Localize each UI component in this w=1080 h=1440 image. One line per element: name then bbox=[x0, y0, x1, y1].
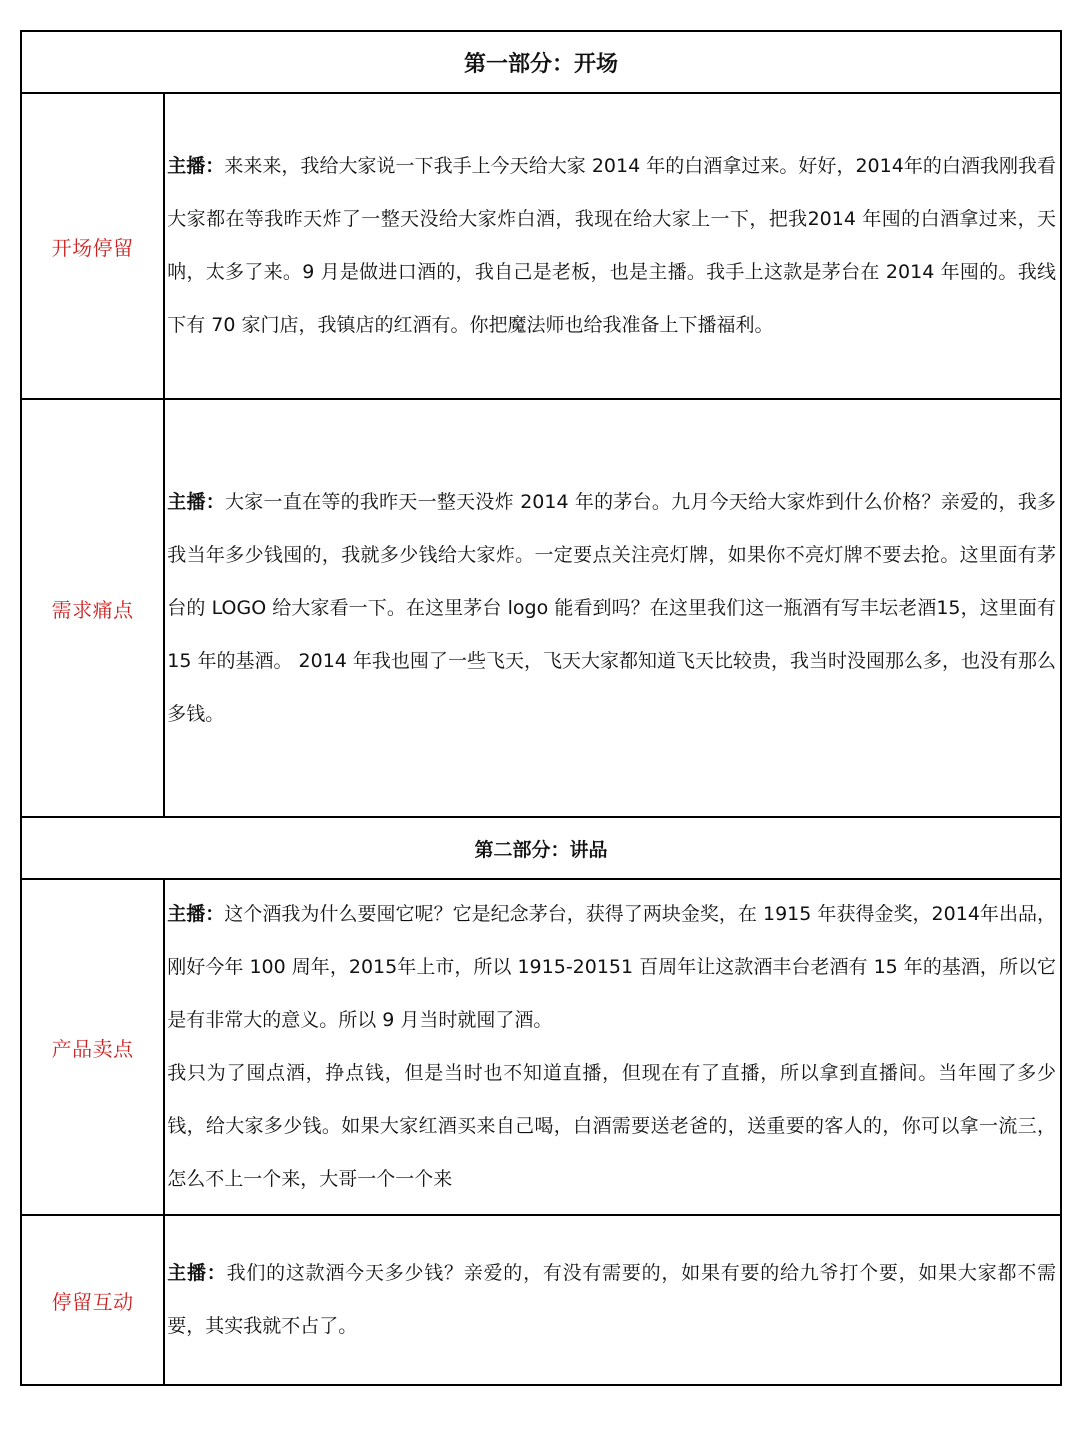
part1-header-row bbox=[21, 31, 1061, 93]
section-text-opening: 来来来，我给大家说一下我手上今天给大家 2014 年的白酒拿过来。好好，2014年的白酒我刚我看大家都在等我昨天炸了一整天没给大家炸白酒，我现在给大家上一下，把我2014 年囤的白酒拿过来，天呐，太多了来。9 月是做进口酒的，我自己是老板，也是主播。我手上这款是茅台在 2014 年囤的。我线下有 70 家门店，我镇店的红酒有。你把魔法师也给我准备上下播福利。 bbox=[167, 155, 1056, 336]
section-text-selling-points: 这个酒我为什么要囤它呢？它是纪念茅台，获得了两块金奖，在 1915 年获得金奖，2014年出品，刚好今年 100 周年，2015年上市，所以 1915-20151 百周年让这款酒丰台老酒有 15 年的基酒，所以它是有非常大的意义。所以 9 月当时就囤了酒。 bbox=[167, 903, 1056, 1031]
host-label: 主播： bbox=[167, 1262, 227, 1284]
host-label: 主播： bbox=[167, 490, 226, 513]
section-body-selling-points bbox=[164, 879, 1061, 1215]
section-label-painpoint: 需求痛点 bbox=[21, 399, 164, 817]
section-label-interaction: 停留互动 bbox=[21, 1215, 164, 1385]
section-body-painpoint bbox=[164, 399, 1061, 817]
section-row-opening bbox=[21, 93, 1061, 399]
section-text-selling-points-2: 我只为了囤点酒，挣点钱，但是当时也不知道直播，但现在有了直播，所以拿到直播间。当年囤了多少钱，给大家多少钱。如果大家红酒买来自己喝，白酒需要送老爸的，送重要的客人的，你可以拿一流三，怎么不上一个来，大哥一个一个来 bbox=[167, 1062, 1056, 1190]
section-text-interaction: 我们的这款酒今天多少钱？亲爱的，有没有需要的，如果有要的给九爷打个要，如果大家都不需要，其实我就不占了。 bbox=[167, 1262, 1056, 1337]
section-row-painpoint bbox=[21, 399, 1061, 817]
section-label-opening: 开场停留 bbox=[21, 93, 164, 399]
host-label: 主播： bbox=[167, 155, 225, 177]
section-row-selling-points bbox=[21, 879, 1061, 1215]
part1-title: 第一部分：开场 bbox=[21, 31, 1061, 93]
section-label-selling-points: 产品卖点 bbox=[21, 879, 164, 1215]
part2-header-row bbox=[21, 817, 1061, 879]
section-body-interaction bbox=[164, 1215, 1061, 1385]
part2-title: 第二部分：讲品 bbox=[21, 817, 1061, 879]
live-script-table bbox=[20, 30, 1062, 1386]
section-row-interaction bbox=[21, 1215, 1061, 1385]
section-body-opening bbox=[164, 93, 1061, 399]
host-label: 主播： bbox=[167, 903, 225, 925]
section-text-painpoint: 大家一直在等的我昨天一整天没炸 2014 年的茅台。九月今天给大家炸到什么价格？亲爱的，我多我当年多少钱囤的，我就多少钱给大家炸。一定要点关注亮灯牌，如果你不亮灯牌不要去抢。这里面有茅台的 LOGO 给大家看一下。在这里茅台 logo 能看到吗？在这里我们这一瓶酒有写丰坛老酒15，这里面有 15 年的基酒。 2014 年我也囤了一些飞天，飞天大家都知道飞天比较贵，我当时没囤那么多，也没有那么多钱。 bbox=[167, 490, 1056, 725]
